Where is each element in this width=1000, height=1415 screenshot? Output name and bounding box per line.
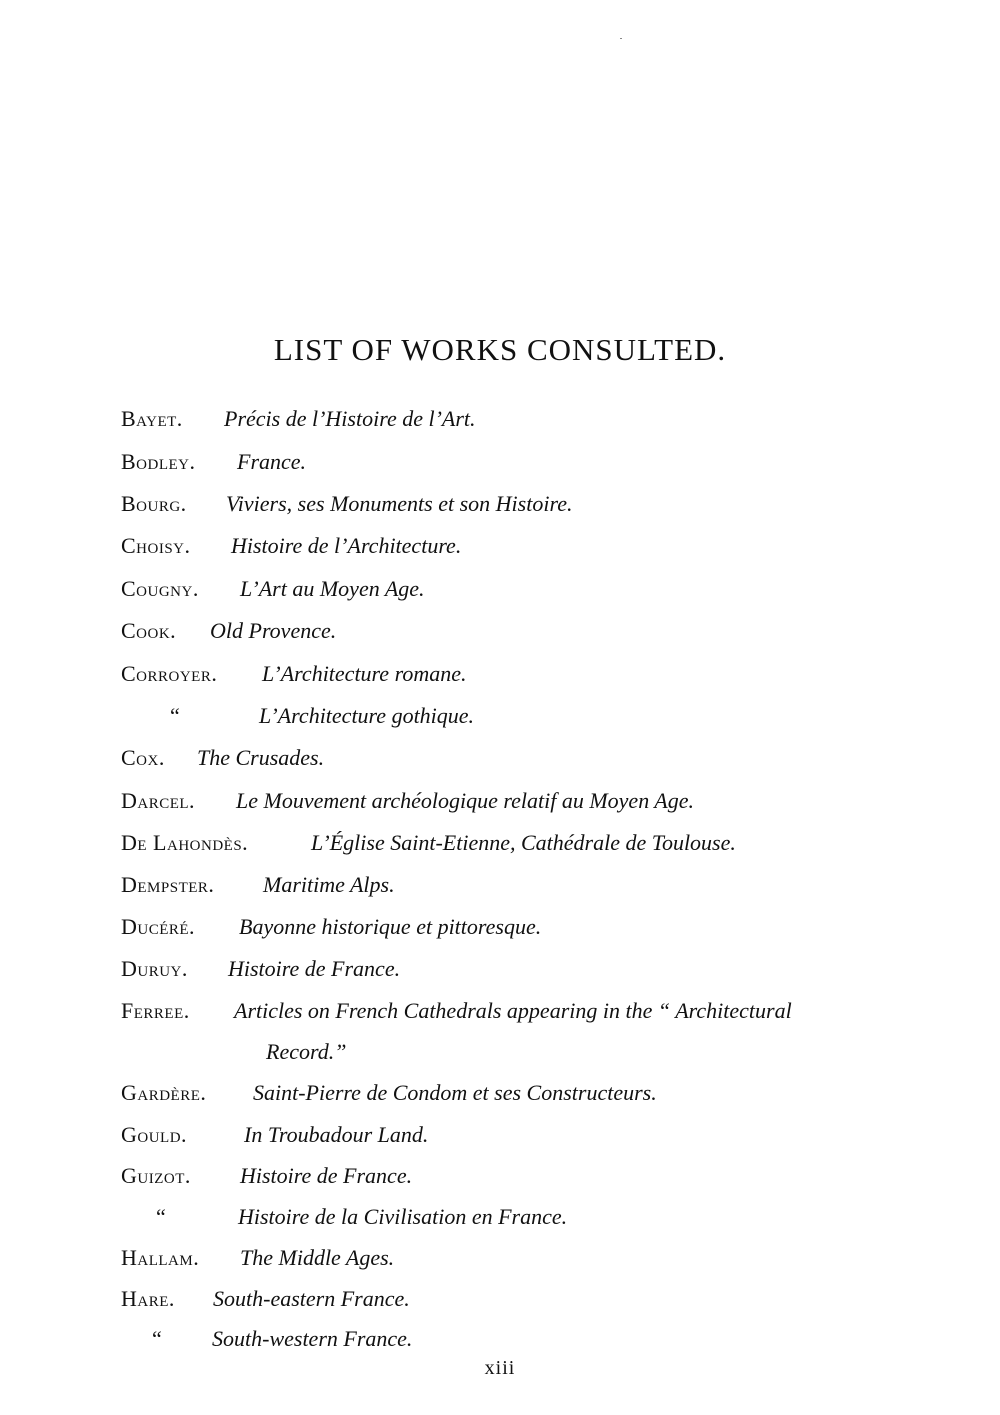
entry-work-title: The Middle Ages. (240, 1245, 395, 1270)
entry-author: Bodley. (121, 449, 196, 474)
entry-work-title: South-western France. (212, 1326, 413, 1351)
entry-author: Duruy. (121, 956, 188, 981)
entry-work-title: Old Provence. (210, 618, 337, 643)
entry-work-title: Précis de l’Histoire de l’Art. (224, 406, 476, 431)
entry-work-title: L’Église Saint-Etienne, Cathédrale de Toulouse. (311, 830, 736, 855)
entry-work-title: In Troubadour Land. (244, 1122, 429, 1147)
entry-author: Cougny. (121, 576, 199, 601)
entry-work-title: Saint-Pierre de Condom et ses Constructeurs. (253, 1080, 657, 1105)
entry-author: Gould. (121, 1122, 188, 1147)
entry-work-title: Histoire de France. (240, 1163, 413, 1188)
entry-work-title: The Crusades. (197, 745, 325, 770)
entry-work-title: Bayonne historique et pittoresque. (239, 914, 542, 939)
entry-work-title: Histoire de France. (228, 956, 401, 981)
entry-work-title: France. (237, 449, 307, 474)
entry-work-title: L’Architecture romane. (262, 661, 467, 686)
entry-author: De Lahondès. (121, 830, 249, 855)
entry-author: Choisy. (121, 533, 191, 558)
entry-work-title: L’Architecture gothique. (259, 703, 475, 728)
entry-work-title: Viviers, ses Monuments et son Histoire. (226, 491, 573, 516)
entry-author: Hallam. (121, 1245, 200, 1270)
entry-author: Dempster. (121, 872, 215, 897)
entry-work-title-continuation: Record.” (266, 1039, 347, 1064)
entry-author: Corroyer. (121, 661, 218, 686)
page-number: xiii (484, 1357, 516, 1379)
entry-author: Bourg. (121, 491, 187, 516)
entry-work-title: Histoire de l’Architecture. (231, 533, 462, 558)
entry-work-title: Histoire de la Civilisation en France. (238, 1204, 568, 1229)
entry-author: Bayet. (121, 406, 183, 431)
entry-author: Hare. (121, 1286, 175, 1311)
ditto-mark: “ (152, 1326, 162, 1351)
paper-speck (620, 38, 622, 39)
ditto-mark: “ (170, 703, 180, 728)
entry-author: Ducéré. (121, 914, 196, 939)
page-title: LIST OF WORKS CONSULTED. (273, 332, 727, 367)
entry-work-title: Maritime Alps. (263, 872, 395, 897)
entry-work-title: Le Mouvement archéologique relatif au Moyen Age. (236, 788, 695, 813)
ditto-mark: “ (156, 1204, 166, 1229)
entry-author: Ferree. (121, 998, 190, 1023)
entry-author: Guizot. (121, 1163, 191, 1188)
entry-work-title: Articles on French Cathedrals appearing in the “ Architectural (234, 998, 792, 1023)
entry-work-title: L’Art au Moyen Age. (240, 576, 425, 601)
entry-work-title: South-eastern France. (213, 1286, 410, 1311)
entry-author: Cox. (121, 745, 165, 770)
entry-author: Cook. (121, 618, 177, 643)
entry-author: Gardère. (121, 1080, 207, 1105)
entry-author: Darcel. (121, 788, 196, 813)
